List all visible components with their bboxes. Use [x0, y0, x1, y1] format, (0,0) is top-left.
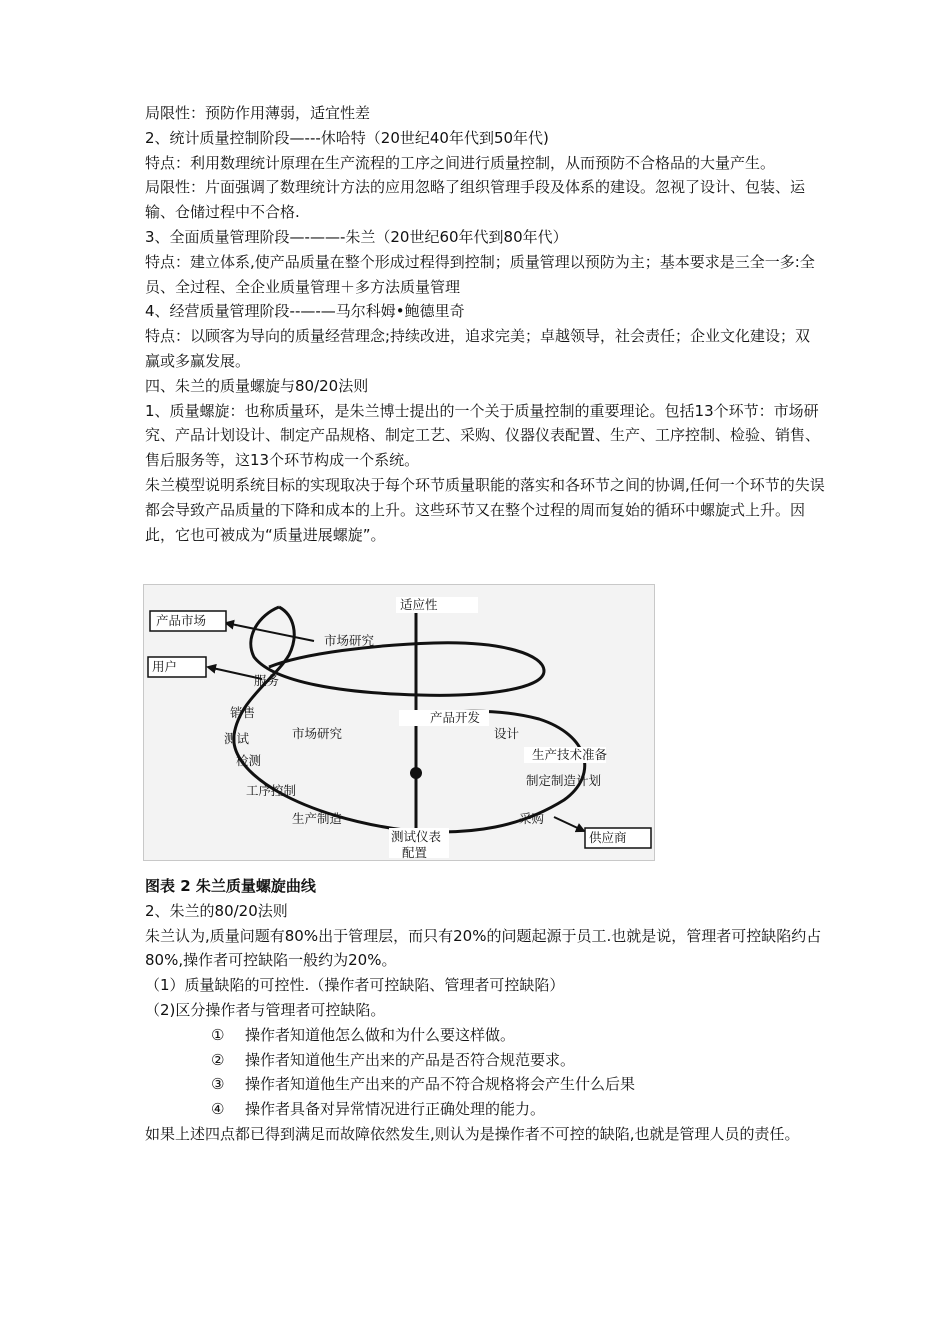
text-block-bottom: [145, 874, 825, 1147]
label-adaptability: 适应性: [400, 597, 438, 612]
caption-number: 2: [180, 877, 191, 895]
label-market-research: 市场研究: [292, 726, 343, 741]
label-design: 设计: [494, 726, 520, 741]
list-text: 操作者知道他生产出来的产品是否符合规范要求。: [245, 1050, 576, 1069]
paragraph: 2、朱兰的80/20法则: [145, 901, 288, 920]
label-mfg-plan: 制定制造计划: [526, 773, 602, 788]
list-item: [145, 1072, 825, 1097]
list-item: [145, 1023, 825, 1048]
list-text: 操作者具备对异常情况进行正确处理的能力。: [245, 1100, 546, 1119]
paragraph: 4、经营质量管理阶段--—-—马尔科姆•鲍德里奇: [145, 302, 465, 321]
label-prod-tech-prep: 生产技术准备: [532, 747, 608, 762]
paragraph: 朱兰认为,质量问题有80%出于管理层，而只有20%的问题起源于员工.也就是说，管理者可控缺陷约占80%,操作者可控缺陷一般约为20%。: [145, 926, 822, 970]
label-instruments-1: 测试仪表: [391, 829, 442, 844]
paragraph: 特点：利用数理统计原理在生产流程的工序之间进行质量控制，从而预防不合格品的大量产生。: [145, 153, 776, 172]
label-instruments-2: 配置: [402, 845, 428, 860]
paragraph: 特点：以顾客为导向的质量经营理念;持续改进，追求完美；卓越领导，社会责任；企业文化建设；双赢或多赢发展。: [145, 327, 811, 370]
label-sales: 销售: [230, 705, 256, 720]
paragraph: 1、质量螺旋：也称质量环，是朱兰博士提出的一个关于质量控制的重要理论。包括13个环节：市场研究、产品计划设计、制定产品规格、制定工艺、采购、仪器仪表配置、生产、工序控制、检验、销售、售后服务等，这13个环节构成一个系统。: [145, 401, 821, 470]
list-marker: ①: [211, 1025, 225, 1044]
juran-spiral-diagram: [144, 585, 654, 860]
label-supplier: 供应商: [589, 830, 627, 845]
arrow-to-supplier: [554, 817, 584, 831]
label-purchasing: 采购: [519, 811, 545, 826]
paragraph: 局限性：预防作用薄弱，适宜性差: [145, 104, 371, 122]
axis-origin-dot: [410, 767, 422, 779]
list-item: [145, 1097, 825, 1122]
label-product-market: 产品市场: [156, 613, 207, 628]
list-text: 操作者知道他怎么做和为什么要这样做。: [245, 1025, 516, 1044]
text-block-top: [145, 101, 825, 547]
label-service: 服务: [254, 673, 280, 688]
arrow-to-product-market: [226, 623, 314, 641]
paragraph: 2、统计质量控制阶段—---休哈特（20世纪40年代到50年代): [145, 128, 549, 147]
paragraph: （1）质量缺陷的可控性.（操作者可控缺陷、管理者可控缺陷）: [145, 976, 565, 995]
paragraph: 3、全面质量管理阶段—-——-朱兰（20世纪60年代到80年代）: [145, 227, 568, 246]
paragraph: 特点：建立体系,使产品质量在整个形成过程得到控制；质量管理以预防为主；基本要求是三全一多:全员、全过程、全企业质量管理＋多方法质量管理: [145, 252, 815, 296]
paragraph: 如果上述四点都已得到满足而故障依然发生,则认为是操作者不可控的缺陷,也就是管理人员的责任。: [145, 1124, 800, 1143]
paragraph: 局限性：片面强调了数理统计方法的应用忽略了组织管理手段及体系的建设。忽视了设计、包装、运输、仓储过程中不合格.: [145, 178, 806, 222]
caption-title: 朱兰质量螺旋曲线: [195, 877, 316, 895]
label-production: 生产制造: [292, 811, 343, 826]
paragraph: （2)区分操作者与管理者可控缺陷。: [145, 1000, 386, 1019]
label-testing: 测试: [224, 731, 250, 746]
label-user: 用户: [152, 659, 178, 674]
list-marker: ④: [211, 1100, 225, 1119]
section-heading: 四、朱兰的质量螺旋与80/20法则: [145, 376, 369, 395]
juran-spiral-figure: [143, 584, 655, 861]
figure-caption: [145, 874, 825, 899]
list-marker: ②: [211, 1050, 225, 1069]
label-inspection: 检测: [236, 753, 262, 768]
label-process-control: 工序控制: [246, 783, 297, 798]
paragraph: 朱兰模型说明系统目标的实现取决于每个环节质量职能的落实和各环节之间的协调,任何一个环节的失误都会导致产品质量的下降和成本的上升。这些环节又在整个过程的周而复始的循环中螺旋式上升。因此，它也可被成为“质量进展螺旋”。: [145, 475, 825, 544]
caption-prefix: 图表: [145, 877, 176, 895]
list-text: 操作者知道他生产出来的产品不符合规格将会产生什么后果: [245, 1075, 636, 1094]
upper-spiral-loop: [251, 607, 544, 695]
list-item: [145, 1048, 825, 1073]
label-product-dev: 产品开发: [430, 710, 481, 725]
label-market-research-top: 市场研究: [324, 633, 375, 648]
list-marker: ③: [211, 1075, 225, 1094]
